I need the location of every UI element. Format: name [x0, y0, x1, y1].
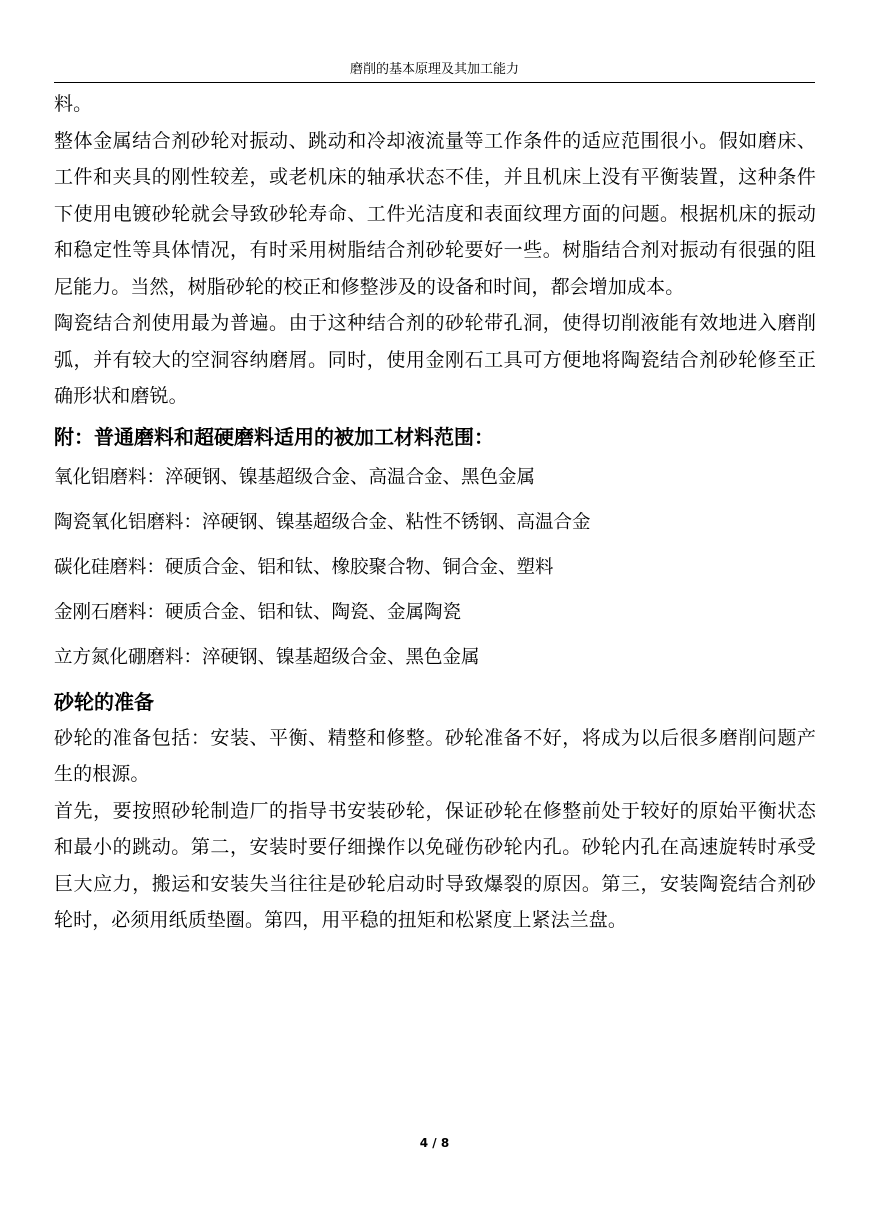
document-body — [54, 86, 816, 939]
section-heading-abrasives: 附：普通磨料和超硬磨料适用的被加工材料范围： — [54, 424, 494, 449]
list-item: 氧化铝磨料：淬硬钢、镍基超级合金、高温合金、黑色金属 — [54, 466, 536, 488]
list-item: 金刚石磨料：硬质合金、铝和钛、陶瓷、金属陶瓷 — [54, 601, 462, 623]
list-item: 碳化硅磨料：硬质合金、铝和钛、橡胶聚合物、铜合金、塑料 — [54, 556, 554, 578]
page-header — [54, 58, 815, 83]
section-heading-wheel-preparation: 砂轮的准备 — [54, 689, 154, 714]
abrasive-list — [54, 455, 816, 680]
paragraph-metal-bond: 整体金属结合剂砂轮对振动、跳动和冷却液流量等工作条件的适应范围很小。假如磨床、工件和夹具的刚性较差，或老机床的轴承状态不佳，并且机床上没有平衡装置，这种条件下使用电镀砂轮就会导致砂轮寿命、工件光洁度和表面纹理方面的问题。根据机床的振动和稳定性等具体情况，有时采用树脂结合剂砂轮要好一些。树脂结合剂对振动有很强的阻尼能力。当然，树脂砂轮的校正和修整涉及的设备和时间，都会增加成本。 — [54, 129, 816, 298]
paragraph-preparation-intro: 砂轮的准备包括：安装、平衡、精整和修整。砂轮准备不好，将成为以后很多磨削问题产生的根源。 — [54, 726, 816, 785]
paragraph-preparation-steps: 首先，要按照砂轮制造厂的指导书安装砂轮，保证砂轮在修整前处于较好的原始平衡状态和最小的跳动。第二，安装时要仔细操作以免碰伤砂轮内孔。砂轮内孔在高速旋转时承受巨大应力，搬运和安装失当往往是砂轮启动时导致爆裂的原因。第三，安装陶瓷结合剂砂轮时，必须用纸质垫圈。第四，用平稳的扭矩和松紧度上紧法兰盘。 — [54, 799, 816, 931]
paragraph-continuation: 料。 — [54, 93, 93, 115]
page-number: 4 / 8 — [419, 1136, 450, 1150]
list-item: 陶瓷氧化铝磨料：淬硬钢、镍基超级合金、粘性不锈钢、高温合金 — [54, 511, 591, 533]
paragraph-vitrified-bond: 陶瓷结合剂使用最为普遍。由于这种结合剂的砂轮带孔洞，使得切削液能有效地进入磨削弧，并有较大的空洞容纳磨屑。同时，使用金刚石工具可方便地将陶瓷结合剂砂轮修至正确形状和磨锐。 — [54, 312, 816, 407]
list-item: 立方氮化硼磨料：淬硬钢、镍基超级合金、黑色金属 — [54, 646, 480, 668]
header-title: 磨削的基本原理及其加工能力 — [349, 62, 519, 77]
